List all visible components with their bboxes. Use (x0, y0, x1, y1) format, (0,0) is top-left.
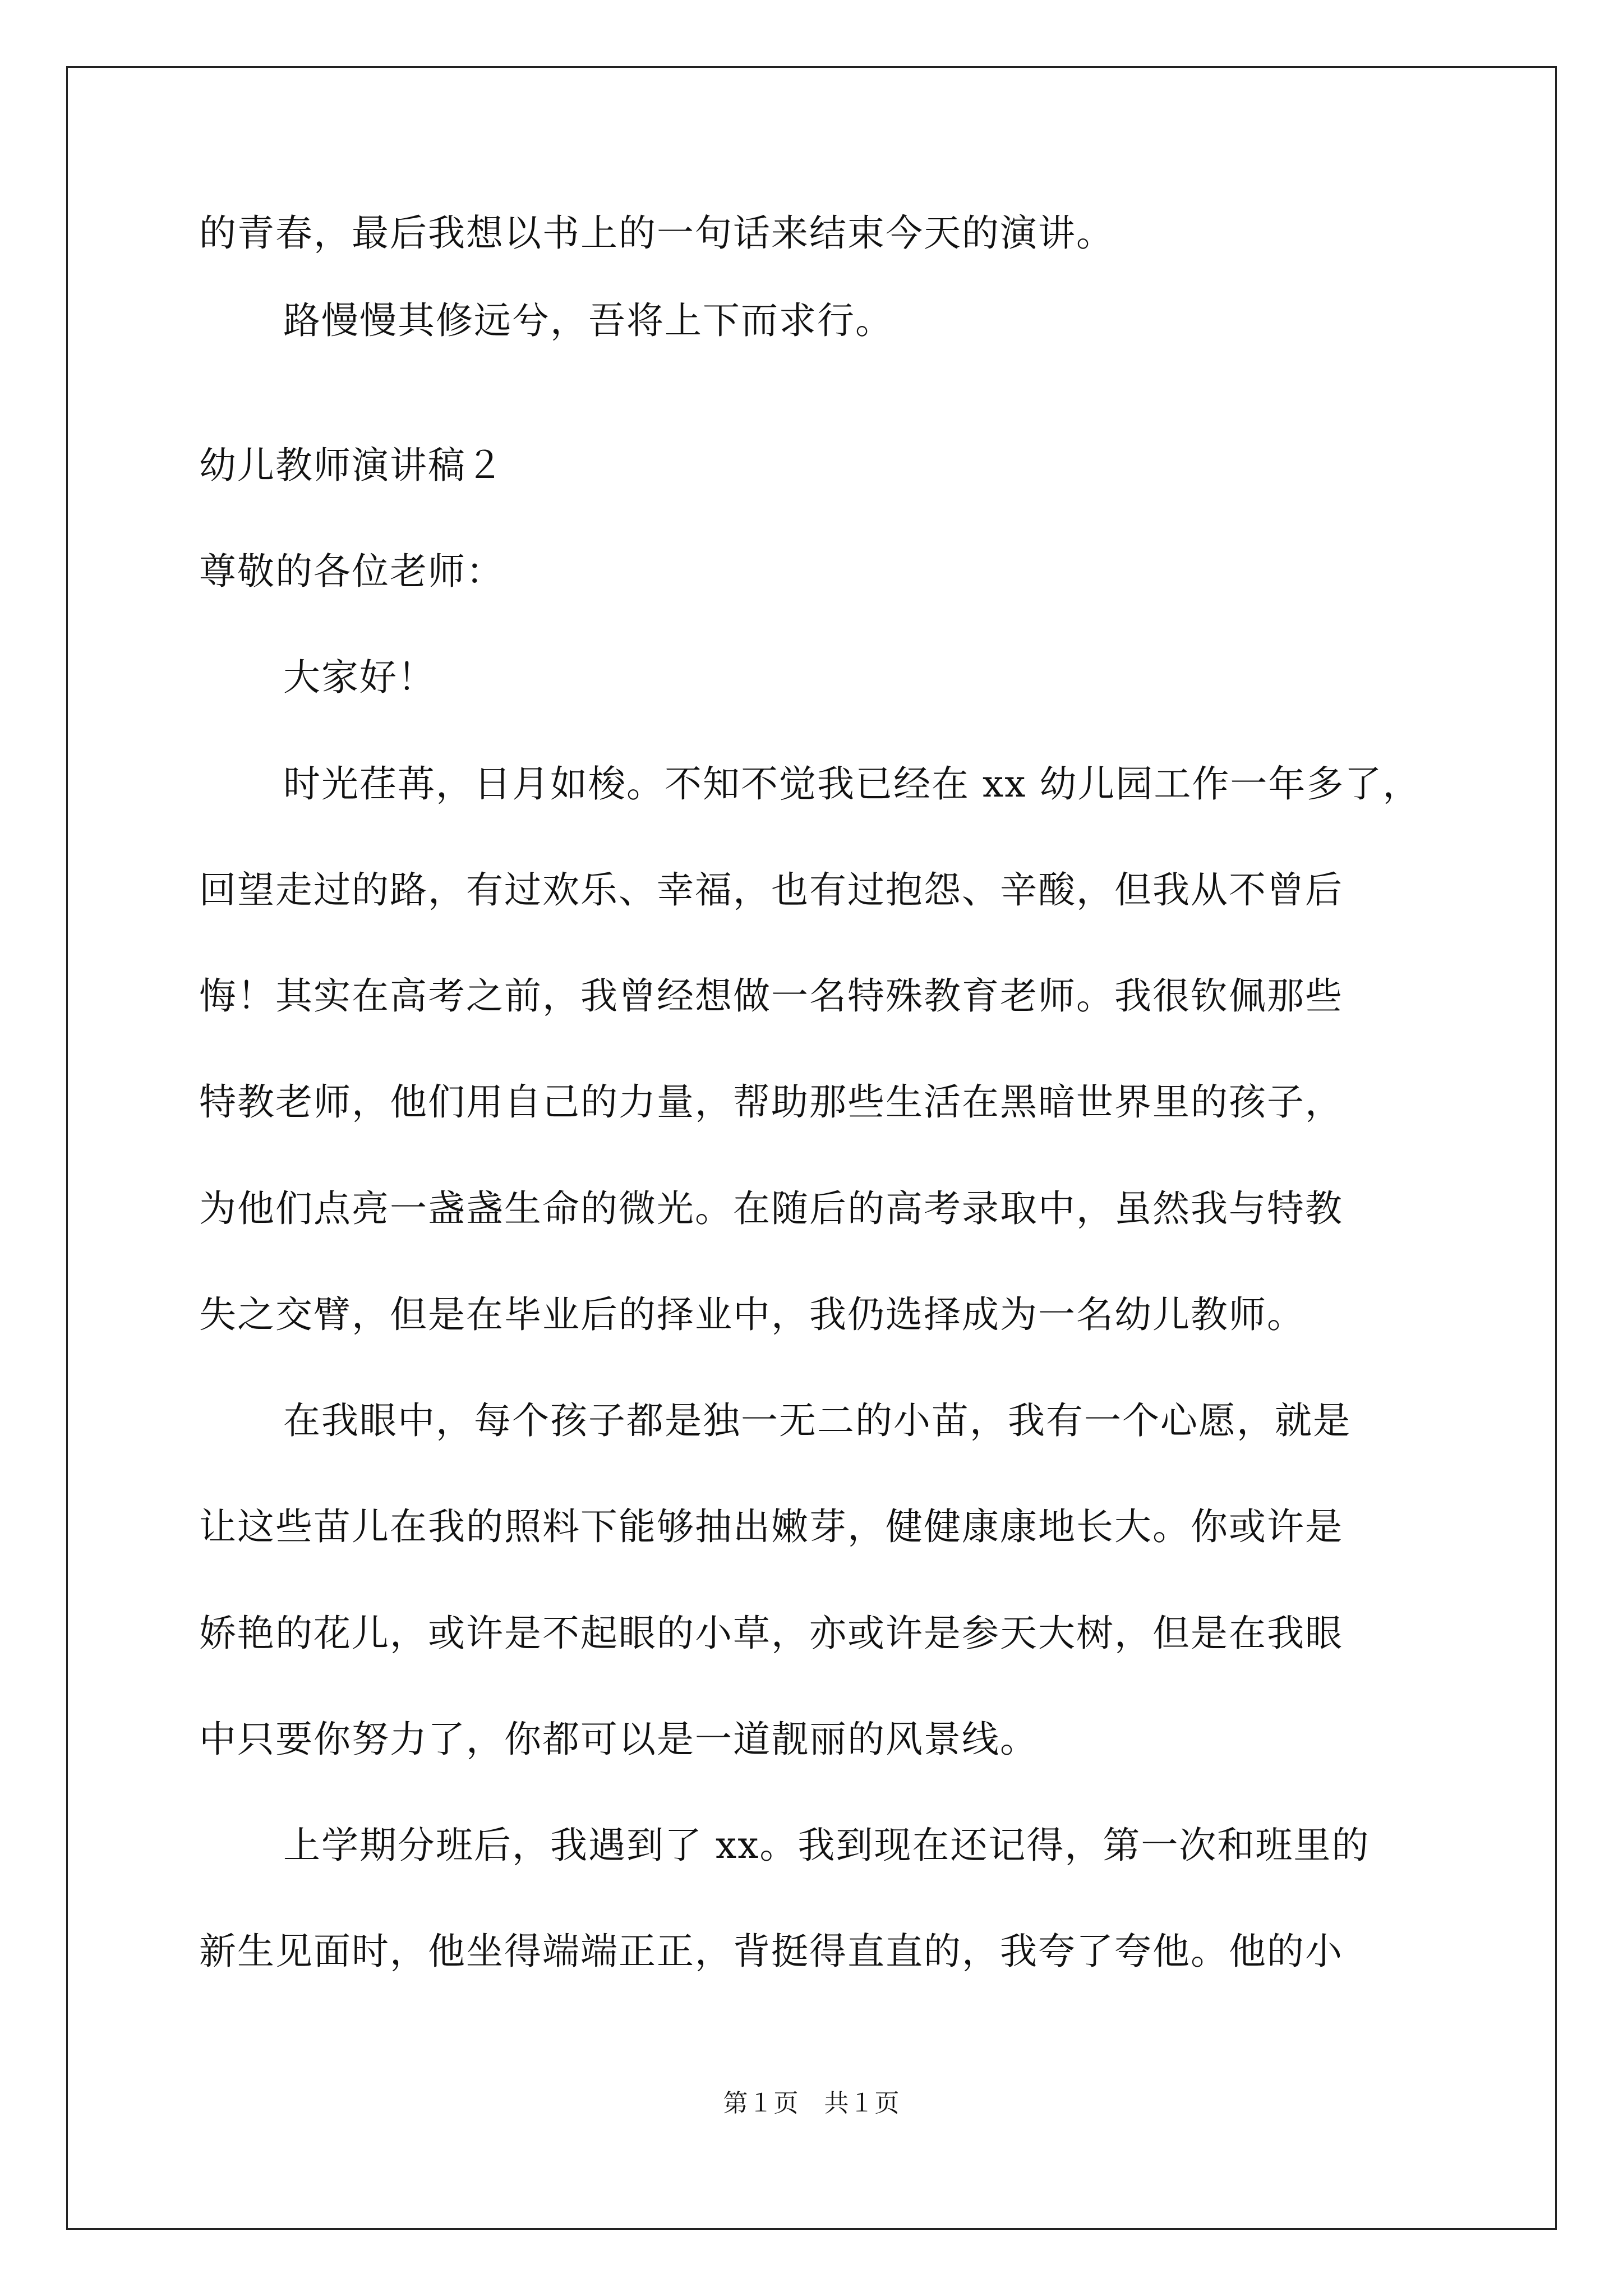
text-line-15: 中只要你努力了，你都可以是一道靓丽的风景线。 (199, 1718, 1038, 1761)
text-line-13: 让这些苗儿在我的照料下能够抽出嫩芽，健健康康地长大。你或许是 (199, 1505, 1343, 1548)
text-line-14: 娇艳的花儿，或许是不起眼的小草，亦或许是参天大树，但是在我眼 (199, 1612, 1343, 1655)
text-line-9: 特教老师，他们用自己的力量，帮助那些生活在黑暗世界里的孩子， (199, 1080, 1343, 1124)
page-footer: 第１页 共１页 (723, 2089, 900, 2118)
text-line-16: 上学期分班后，我遇到了 xx。我到现在还记得，第一次和班里的 (283, 1824, 1370, 1867)
text-line-12: 在我眼中，每个孩子都是独一无二的小苗，我有一个心愿，就是 (283, 1399, 1351, 1442)
salutation: 尊敬的各位老师： (199, 550, 504, 593)
text-line-2: 路慢慢其修远兮，吾将上下而求行。 (283, 299, 893, 342)
text-line-10: 为他们点亮一盏盏生命的微光。在随后的高考录取中，虽然我与特教 (199, 1187, 1343, 1230)
text-line-1: 的青春，最后我想以书上的一句话来结束今天的演讲。 (199, 211, 1114, 255)
page-border (66, 66, 1557, 2230)
section-heading: 幼儿教师演讲稿２ (199, 444, 504, 487)
greeting: 大家好！ (283, 656, 436, 699)
text-line-6: 时光荏苒，日月如梭。不知不觉我已经在 xx 幼儿园工作一年多了， (283, 762, 1421, 806)
text-line-7: 回望走过的路，有过欢乐、幸福，也有过抱怨、辛酸，但我从不曾后 (199, 868, 1343, 912)
text-line-11: 失之交臂，但是在毕业后的择业中，我仍选择成为一名幼儿教师。 (199, 1293, 1305, 1336)
text-line-8: 悔！其实在高考之前，我曾经想做一名特殊教育老师。我很钦佩那些 (199, 974, 1343, 1018)
text-line-17: 新生见面时，他坐得端端正正，背挺得直直的，我夸了夸他。他的小 (199, 1930, 1343, 1973)
